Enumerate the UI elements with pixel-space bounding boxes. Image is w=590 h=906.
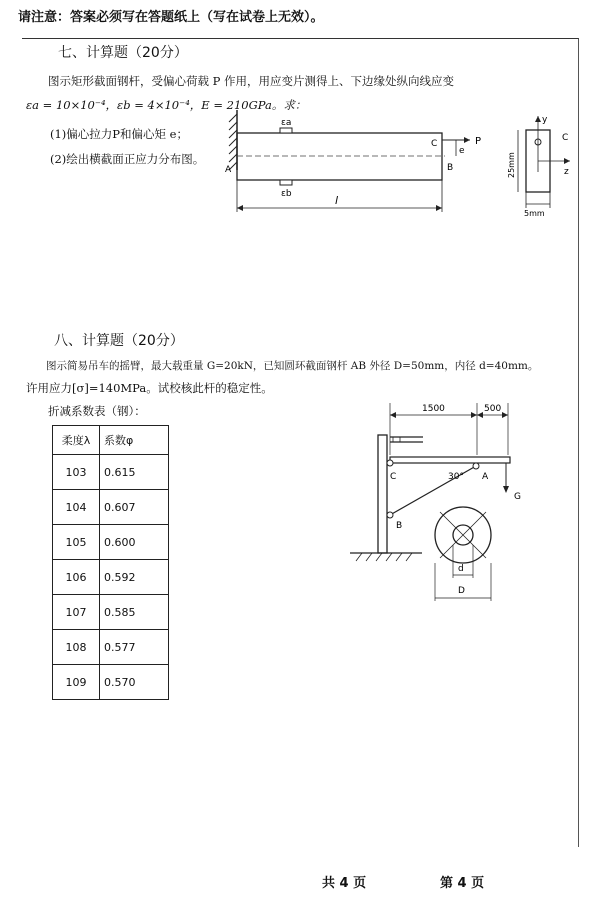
table-row (53, 595, 169, 630)
table-cell: 103 (53, 455, 100, 490)
table-cell: 106 (53, 560, 100, 595)
footer-total-pages: 共 4 页 (322, 876, 367, 891)
table-cell: 0.615 (100, 455, 169, 490)
q8-label-G: G (514, 492, 521, 502)
q8-crane-figure (340, 395, 570, 610)
q7-line2: εa = 10×10⁻⁴，εb = 4×10⁻⁴，E = 210GPa。求： (26, 98, 307, 112)
q7-label-eb: εb (281, 189, 292, 199)
table-cell: 105 (53, 525, 100, 560)
q8-label-angle: 30° (448, 472, 464, 482)
table-cell: 109 (53, 665, 100, 700)
table-header-row (53, 426, 169, 455)
q7-label-ea: εa (281, 118, 292, 128)
q7-item1: (1)偏心拉力P和偏心矩 e； (50, 127, 188, 141)
table-cell: 104 (53, 490, 100, 525)
table-row (53, 665, 169, 700)
table-cell: 107 (53, 595, 100, 630)
reduction-coefficient-table (52, 425, 169, 700)
q7-dim-height: 25mm (507, 152, 516, 178)
q7-label-P: P (475, 136, 482, 147)
q7-label-e: e (459, 146, 465, 156)
table-cell: 0.592 (100, 560, 169, 595)
table-cell: 108 (53, 630, 100, 665)
table-row (53, 560, 169, 595)
q7-label-y: y (542, 115, 548, 125)
table-cell: 0.600 (100, 525, 169, 560)
table-row (53, 630, 169, 665)
q8-label-A: A (482, 472, 489, 482)
q7-line1: 图示矩形截面钢杆，受偏心荷载 P 作用，用应变片测得上、下边缘处纵向线应变 (48, 74, 455, 88)
q8-table-caption: 折减系数表（钢）： (48, 404, 146, 418)
q7-label-B: B (447, 163, 454, 173)
q8-label-C: C (390, 472, 397, 482)
q7-dim-width: 5mm (524, 209, 545, 218)
q7-label-C2: C (562, 133, 569, 143)
q7-beam-figure (215, 108, 495, 228)
q8-label-d: d (458, 564, 464, 574)
q8-dim-500: 500 (484, 404, 502, 414)
q8-line1: 图示简易吊车的摇臂，最大载重量 G=20kN，已知圆环截面钢杆 AB 外径 D=50mm，内径 d=40mm。 (46, 360, 539, 372)
footer-page-number: 第 4 页 (440, 876, 485, 891)
q8-line2: 许用应力[σ]=140MPa。试校核此杆的稳定性。 (26, 381, 273, 395)
q7-title: 七、计算题（20分） (58, 45, 188, 61)
q7-label-C: C (431, 139, 438, 149)
q8-title: 八、计算题（20分） (54, 333, 184, 349)
q7-label-A: A (225, 165, 232, 175)
q7-item2: (2)绘出横截面正应力分布图。 (50, 152, 205, 166)
q8-dim-1500: 1500 (422, 404, 445, 414)
table-row (53, 455, 169, 490)
answer-notice: 请注意：答案必须写在答题纸上（写在试卷上无效）。 (18, 10, 324, 25)
q7-section-figure (498, 112, 580, 220)
table-cell: 0.570 (100, 665, 169, 700)
q7-label-z: z (564, 167, 569, 177)
table-row (53, 525, 169, 560)
q8-label-D: D (458, 586, 465, 596)
q8-label-B: B (396, 521, 403, 531)
q7-label-l: l (335, 194, 339, 207)
table-cell: 0.585 (100, 595, 169, 630)
table-row (53, 490, 169, 525)
table-header-cell: 系数φ (100, 426, 169, 455)
table-header-cell: 柔度λ (53, 426, 100, 455)
table-cell: 0.607 (100, 490, 169, 525)
table-cell: 0.577 (100, 630, 169, 665)
